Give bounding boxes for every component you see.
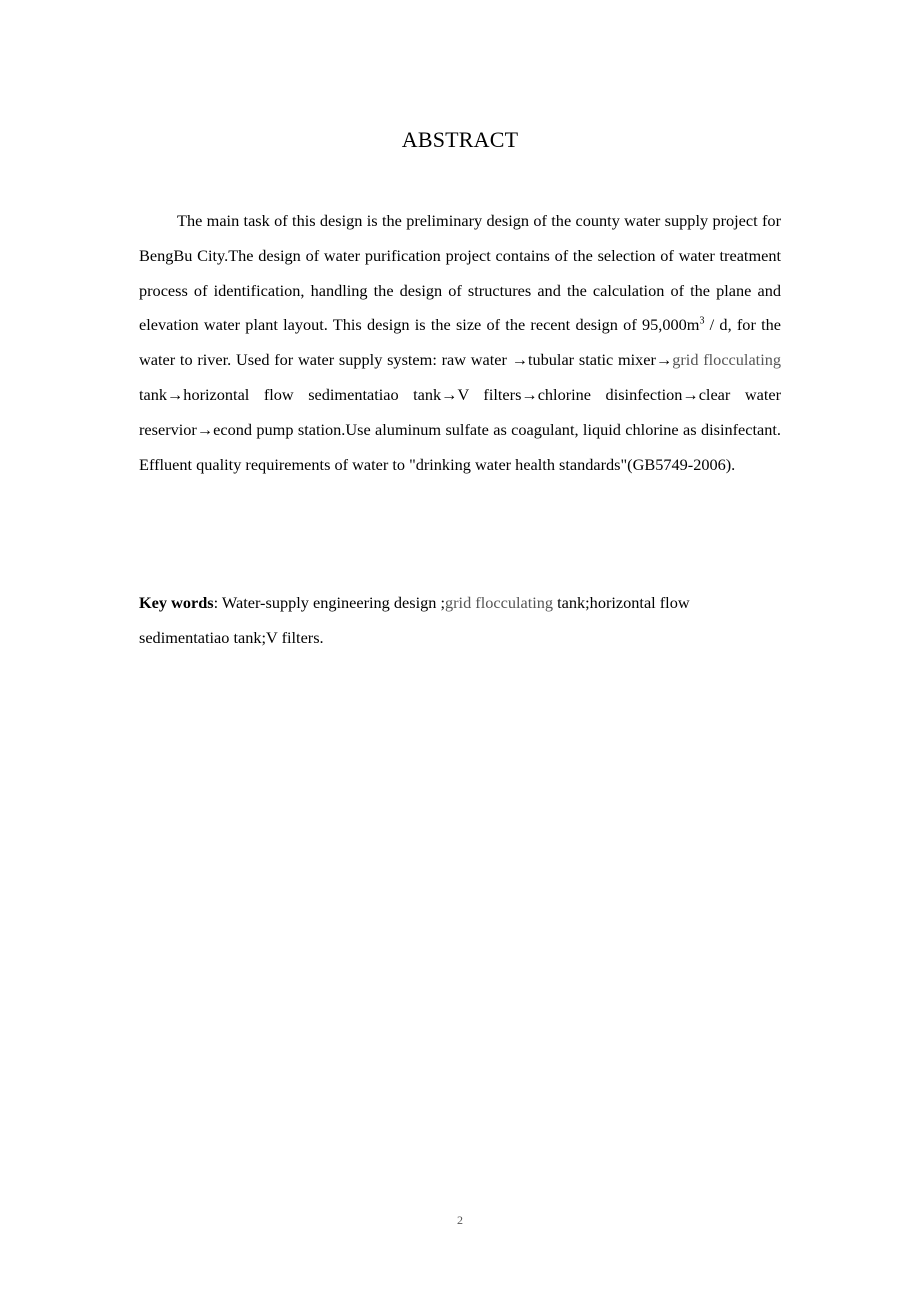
abstract-text-part1: The main task of this design is the preliminary design of the county water supply project for BengBu City.The design of water purification project contains of the selection of water treatment process of identification, handling the design of structures and the calculation of the plane and elevation water plant layout. This design is the size of the recent design of 95,000m [139, 211, 781, 335]
keywords-paragraph [139, 586, 781, 656]
page-title: ABSTRACT [401, 127, 519, 152]
keywords-text-part2: tank;horizontal flow sedimentatiao tank;V filters. [139, 593, 690, 647]
abstract-highlight-term: grid flocculating [672, 350, 781, 370]
abstract-text-part2: / d, for the water to river. Used for water supply system: raw water →tubular static mixer→ [139, 315, 781, 370]
keywords-label: Key words [139, 593, 214, 612]
superscript-exponent: 3 [699, 315, 705, 327]
page-number: 2 [457, 1213, 463, 1227]
abstract-text-part3: tank→horizontal flow sedimentatiao tank→V filters→chlorine disinfection→clear water reservior→econd pump station.Use aluminum sulfate as coagulant, liquid chlorine as disinfectant. Effluent quality requirements of water to "drinking water health standards"(GB5749-2006). [139, 384, 781, 474]
abstract-paragraph [139, 204, 781, 482]
keywords-text-part1: : Water-supply engineering design ; [213, 593, 445, 612]
keywords-highlight-term: grid flocculating [445, 593, 554, 612]
